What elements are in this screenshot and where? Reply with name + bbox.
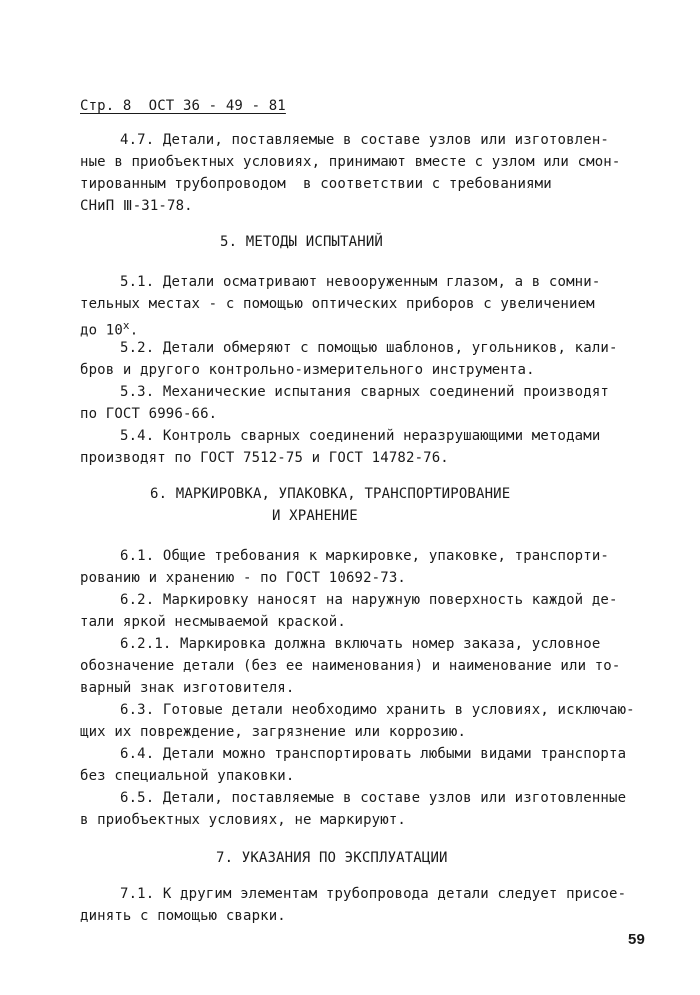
text-line: тали яркой несмываемой краской. bbox=[80, 614, 346, 630]
page-header: Стр. 8 ОСТ 36 - 49 - 81 bbox=[80, 98, 286, 114]
text-line: СНиП Ⅲ-31-78. bbox=[80, 198, 193, 214]
text-line: 5.2. Детали обмеряют с помощью шаблонов, угольников, кали- bbox=[120, 340, 618, 356]
text-line: ные в приобъектных условиях, принимают вместе с узлом или смон- bbox=[80, 154, 621, 170]
text-line: по ГОСТ 6996-66. bbox=[80, 406, 218, 422]
text-line: обозначение детали (без ее наименования) и наименование или то- bbox=[80, 658, 621, 674]
text-line: 6.2.1. Маркировка должна включать номер заказа, условное bbox=[120, 636, 601, 652]
text-line: тельных местах - с помощью оптических приборов с увеличением bbox=[80, 296, 595, 312]
text-line: варный знак изготовителя. bbox=[80, 680, 295, 696]
section-7-heading: 7. УКАЗАНИЯ ПО ЭКСПЛУАТАЦИИ bbox=[216, 850, 448, 866]
text-line: 5.3. Механические испытания сварных соединений производят bbox=[120, 384, 609, 400]
text-line bbox=[80, 316, 138, 341]
page-number: 59 bbox=[628, 931, 645, 948]
superscript: х bbox=[122, 319, 130, 332]
text-line: 6.5. Детали, поставляемые в составе узлов или изготовленные bbox=[120, 790, 627, 806]
heading-line: И ХРАНЕНИЕ bbox=[272, 508, 358, 524]
text-line: производят по ГОСТ 7512-75 и ГОСТ 14782-76. bbox=[80, 450, 449, 466]
text-line: щих их повреждение, загрязнение или коррозию. bbox=[80, 724, 467, 740]
text-line: 7.1. К другим элементам трубопровода детали следует присое- bbox=[120, 886, 627, 902]
text-line: 4.7. Детали, поставляемые в составе узлов или изготовлен- bbox=[120, 132, 609, 148]
text-line: бров и другого контрольно-измерительного инструмента. bbox=[80, 362, 535, 378]
text-line: рованию и хранению - по ГОСТ 10692-73. bbox=[80, 570, 406, 586]
text-line: динять с помощью сварки. bbox=[80, 908, 286, 924]
text-line: тированным трубопроводом в соответствии с требованиями bbox=[80, 176, 552, 192]
text-line: 6.2. Маркировку наносят на наружную поверхность каждой де- bbox=[120, 592, 618, 608]
heading-line: 6. МАРКИРОВКА, УПАКОВКА, ТРАНСПОРТИРОВАНИЕ bbox=[150, 486, 511, 502]
text-fragment: . bbox=[129, 322, 139, 339]
text-line: в приобъектных условиях, не маркируют. bbox=[80, 812, 406, 828]
text-line: без специальной упаковки. bbox=[80, 768, 295, 784]
text-line: 6.4. Детали можно транспортировать любыми видами транспорта bbox=[120, 746, 627, 762]
text-fragment: до 10 bbox=[80, 322, 123, 339]
text-line: 6.1. Общие требования к маркировке, упаковке, транспорти- bbox=[120, 548, 609, 564]
text-line: 6.3. Готовые детали необходимо хранить в условиях, исключаю- bbox=[120, 702, 635, 718]
section-5-heading: 5. МЕТОДЫ ИСПЫТАНИЙ bbox=[220, 234, 383, 250]
text-line: 5.1. Детали осматривают невооруженным глазом, а в сомни- bbox=[120, 274, 601, 290]
text-line: 5.4. Контроль сварных соединений неразрушающими методами bbox=[120, 428, 601, 444]
